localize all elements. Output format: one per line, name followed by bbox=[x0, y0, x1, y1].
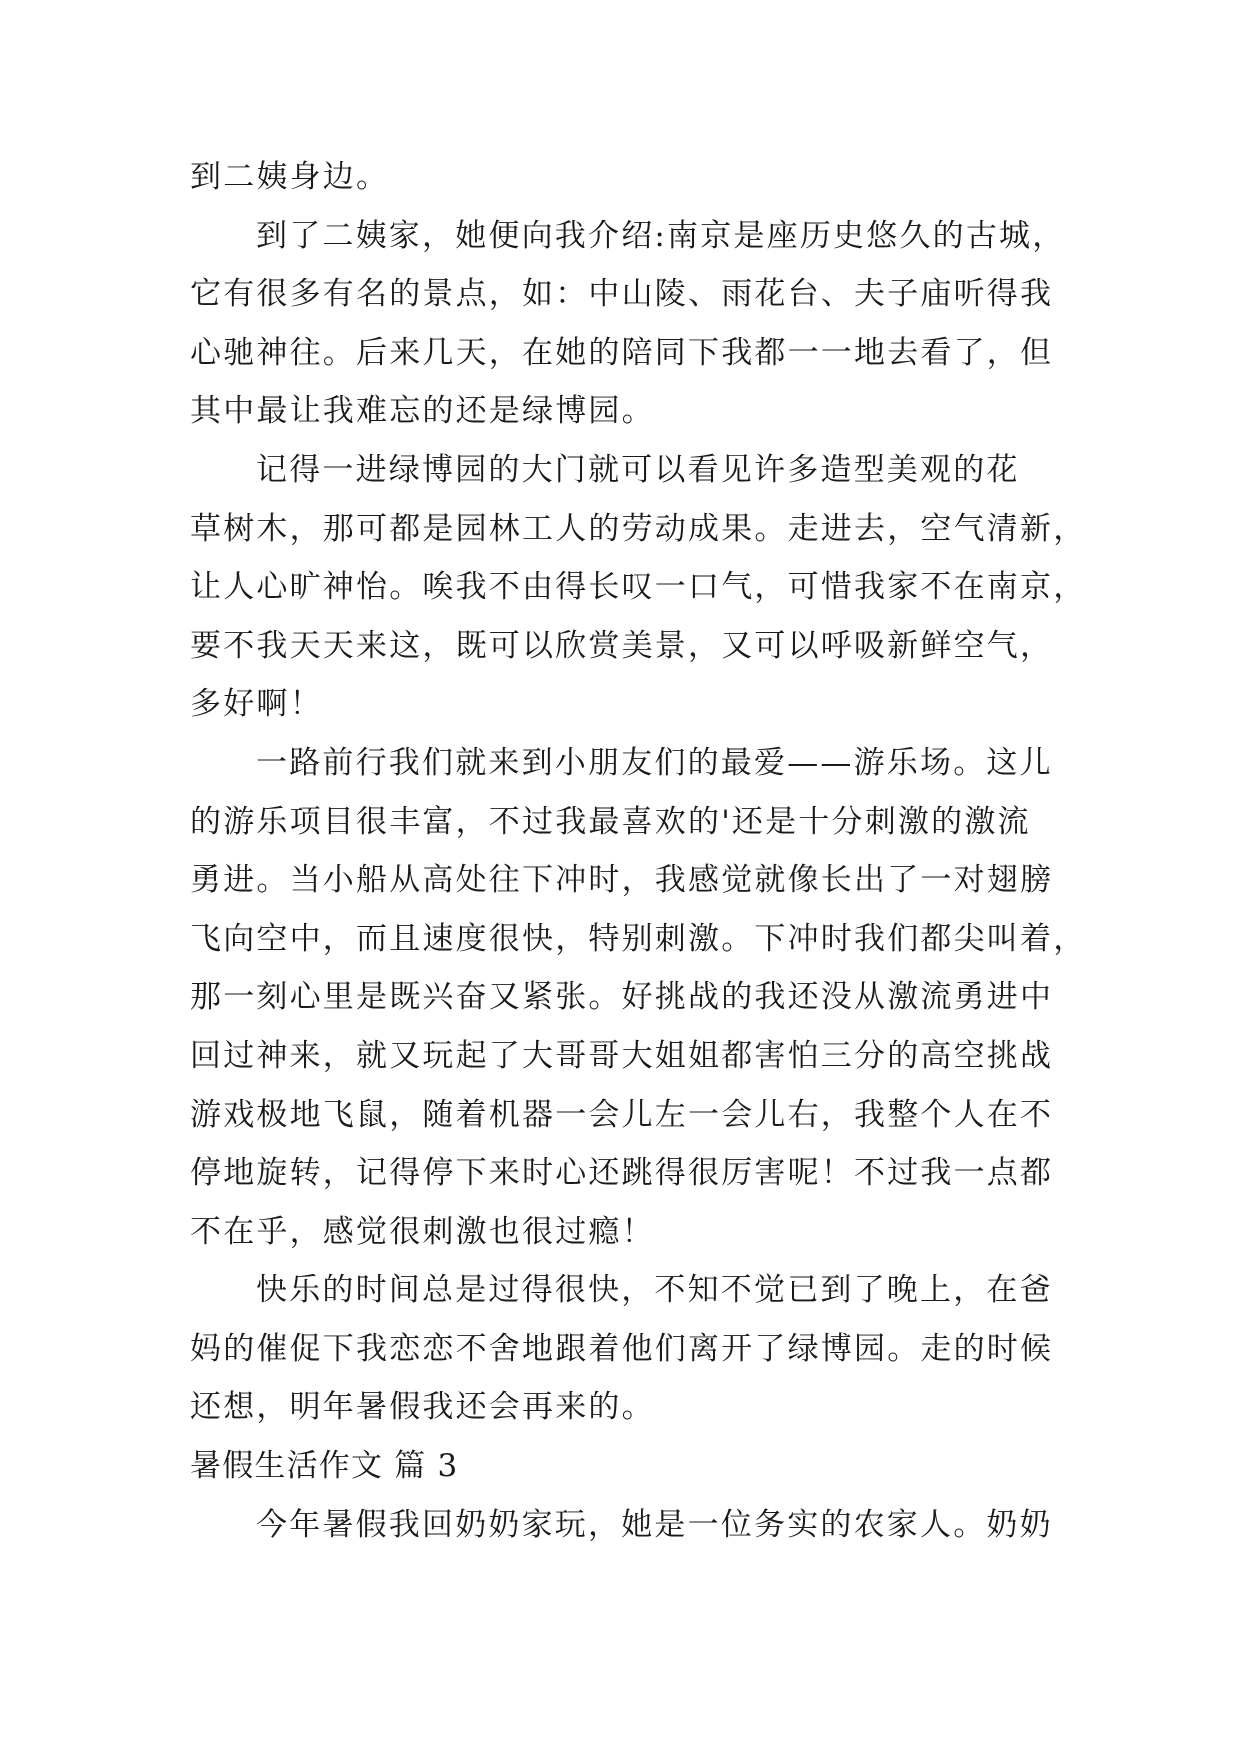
paragraph-first-line: 到了二姨家，她便向我介绍:南京是座历史悠久的古城， bbox=[256, 217, 1066, 254]
text-line: 回过神来，就又玩起了大哥哥大姐姐都害怕三分的高空挑战 bbox=[190, 1037, 1054, 1074]
text-line: 那一刻心里是既兴奋又紧张。好挑战的我还没从激流勇进中 bbox=[190, 979, 1054, 1016]
text-line: 其中最让我难忘的还是绿博园。 bbox=[190, 393, 655, 430]
paragraph-first-line: 快乐的时间总是过得很快，不知不觉已到了晚上，在爸 bbox=[256, 1272, 1053, 1309]
text-line: 要不我天天来这，既可以欣赏美景，又可以呼吸新鲜空气， bbox=[190, 627, 1054, 664]
paragraph-first-line: 一路前行我们就来到小朋友们的最爱——游乐场。这儿 bbox=[256, 744, 1053, 781]
text-line: 游戏极地飞鼠，随着机器一会儿左一会儿右，我整个人在不 bbox=[190, 1096, 1054, 1133]
section-heading: 暑假生活作文 篇 3 bbox=[190, 1448, 459, 1485]
text-line: 还想，明年暑假我还会再来的。 bbox=[190, 1389, 655, 1426]
paragraph-first-line: 记得一进绿博园的大门就可以看见许多造型美观的花 bbox=[256, 451, 1020, 488]
text-line: 不在乎，感觉很刺激也很过瘾！ bbox=[190, 1213, 655, 1250]
paragraph-first-line: 今年暑假我回奶奶家玩，她是一位务实的农家人。奶奶 bbox=[256, 1506, 1053, 1543]
text-line: 妈的催促下我恋恋不舍地跟着他们离开了绿博园。走的时候 bbox=[190, 1330, 1054, 1367]
text-line: 停地旋转，记得停下来时心还跳得很厉害呢！不过我一点都 bbox=[190, 1155, 1054, 1192]
text-line: 的游乐项目很丰富，不过我最喜欢的'还是十分刺激的激流 bbox=[190, 803, 1031, 840]
text-line: 飞向空中，而且速度很快，特别刺激。下冲时我们都尖叫着， bbox=[190, 920, 1087, 957]
text-line: 到二姨身边。 bbox=[190, 159, 390, 195]
text-line: 多好啊！ bbox=[190, 686, 323, 723]
text-line: 它有很多有名的景点，如：中山陵、雨花台、夫子庙听得我 bbox=[190, 276, 1054, 313]
text-line: 勇进。当小船从高处往下冲时，我感觉就像长出了一对翅膀 bbox=[190, 862, 1054, 899]
text-line: 草树木，那可都是园林工人的劳动成果。走进去，空气清新， bbox=[190, 510, 1087, 547]
text-line: 心驰神往。后来几天，在她的陪同下我都一一地去看了，但 bbox=[190, 334, 1054, 371]
document-page bbox=[190, 148, 1087, 1554]
text-line: 让人心旷神怡。唉我不由得长叹一口气，可惜我家不在南京， bbox=[190, 569, 1087, 606]
